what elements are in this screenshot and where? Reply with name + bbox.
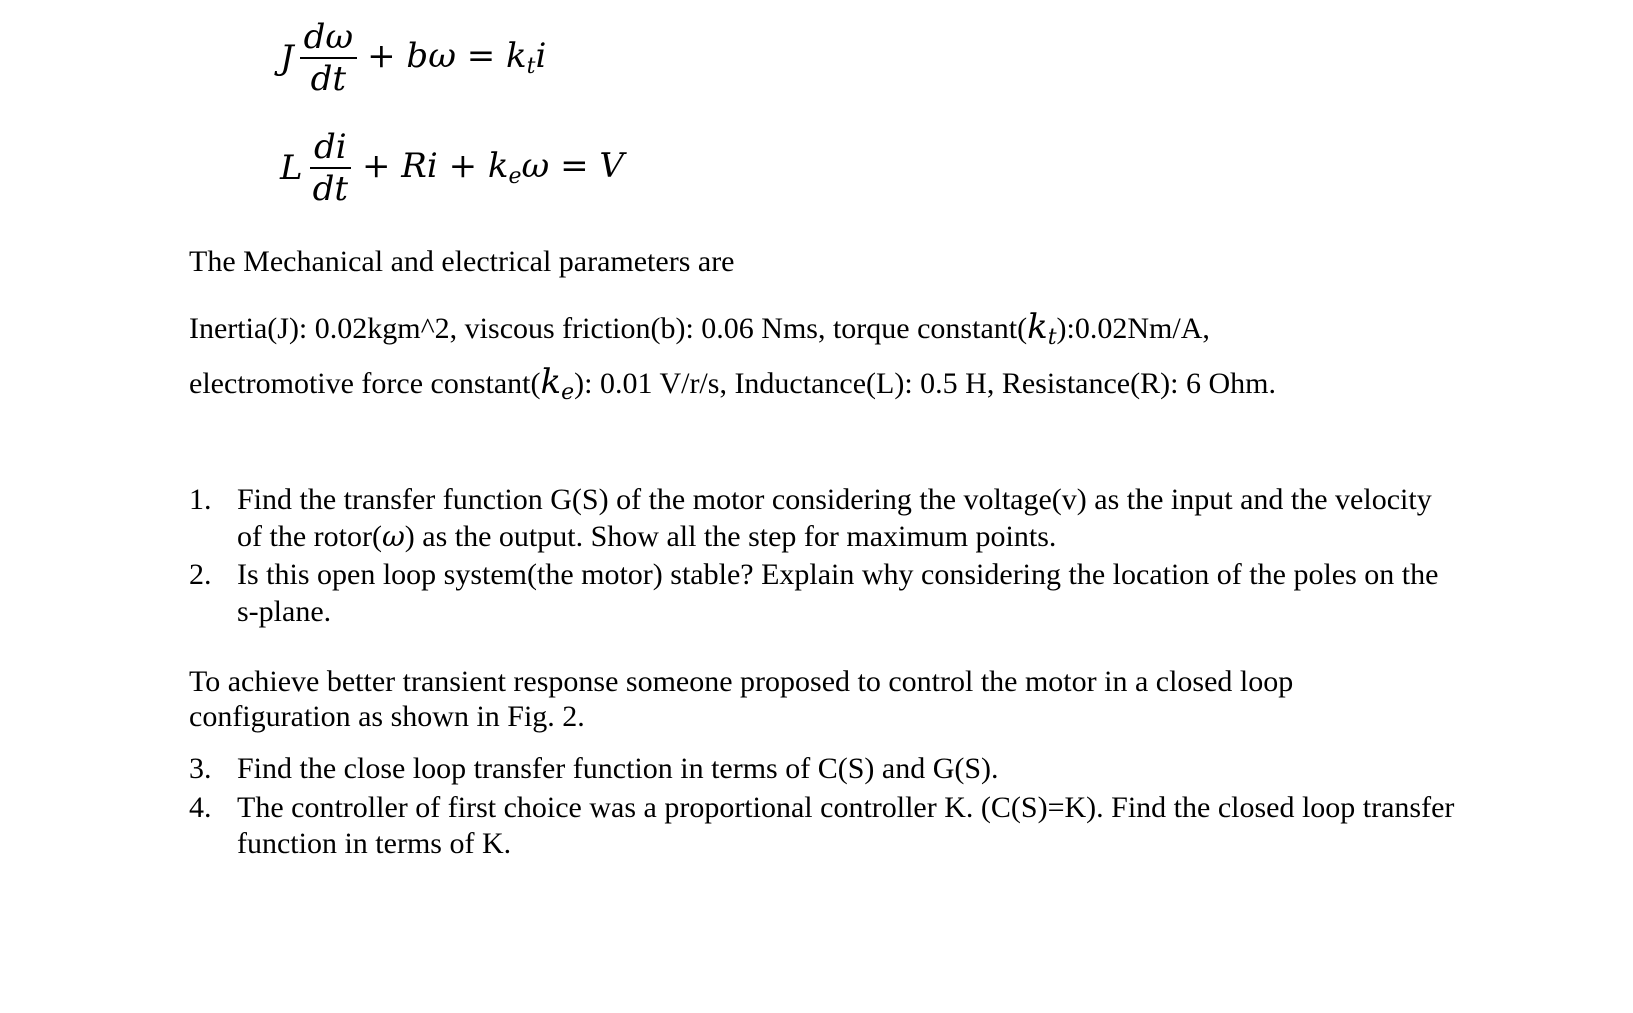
equation-subscript: e [508, 163, 522, 189]
equation-coefficient: L [280, 148, 303, 188]
fraction-numerator: di [310, 130, 351, 169]
equation-rhs-post: ω = V [521, 145, 624, 186]
parameters-block [189, 305, 1276, 415]
question-text: Find the close loop transfer function in terms of C(S) and G(S). [237, 752, 999, 785]
k-subscript: e [561, 380, 575, 405]
param-text: electromotive force constant( [189, 367, 541, 400]
equation-rhs-pre: + bω = k [367, 35, 527, 76]
parameters-line-1 [189, 305, 1276, 360]
question-text [237, 482, 1459, 555]
paragraph-text: To achieve better transient response someone proposed to control the motor in a closed loop configuration as shown in Fig. 2. [189, 665, 1294, 733]
question-text-post: ) as the output. Show all the step for maximum points. [404, 519, 1057, 553]
k-symbol: k [1027, 307, 1048, 347]
equation-coefficient: J [280, 38, 294, 78]
param-text: ): 0.01 V/r/s, Inductance(L): 0.5 H, Resistance(R): 6 Ohm. [574, 367, 1276, 400]
derivative-fraction [300, 17, 358, 99]
parameters-intro: The Mechanical and electrical parameters are [189, 245, 735, 278]
equation-rhs-post: i [535, 35, 547, 76]
question-list-a [189, 482, 1459, 632]
list-item [189, 482, 1459, 555]
derivative-fraction [309, 127, 352, 209]
question-text-pre: Find the transfer function G(S) of the motor considering the voltage(v) as the input and the velocity of the rotor( [237, 483, 1432, 553]
omega-symbol: ω [381, 519, 405, 553]
equation-rhs [367, 35, 547, 79]
question-number: 1. [189, 483, 212, 516]
equation-mechanical [280, 17, 547, 99]
question-number: 2. [189, 558, 212, 592]
parameters-line-2 [189, 360, 1276, 415]
param-text: ):0.02Nm/A, [1056, 312, 1210, 345]
question-text: The controller of first choice was a proportional controller K. (C(S)=K). Find the closed loop transfer function in terms of K. [237, 790, 1455, 861]
torque-constant-symbol [1027, 307, 1057, 350]
closed-loop-paragraph [189, 664, 1389, 734]
list-item [189, 790, 1459, 863]
equation-rhs-pre: + Ri + k [362, 145, 509, 186]
question-list-b [189, 751, 1459, 865]
question-number: 3. [189, 752, 212, 785]
equation-subscript: t [526, 53, 536, 79]
param-text: Inertia(J): 0.02kgm^2, viscous friction(b): 0.06 Nms, torque constant( [189, 312, 1028, 345]
fraction-denominator: dt [310, 59, 347, 99]
equation-electrical [280, 127, 624, 209]
fraction-denominator: dt [312, 169, 349, 209]
emf-constant-symbol [540, 362, 575, 405]
question-text: Is this open loop system(the motor) stable? Explain why considering the location of the poles on the s-plane. [237, 558, 1439, 628]
fraction-numerator: dω [300, 20, 358, 59]
list-item [189, 557, 1459, 630]
k-subscript: t [1047, 325, 1057, 350]
list-item [189, 751, 1459, 788]
k-symbol: k [540, 362, 562, 402]
question-number: 4. [189, 790, 212, 824]
equation-rhs [362, 145, 624, 189]
